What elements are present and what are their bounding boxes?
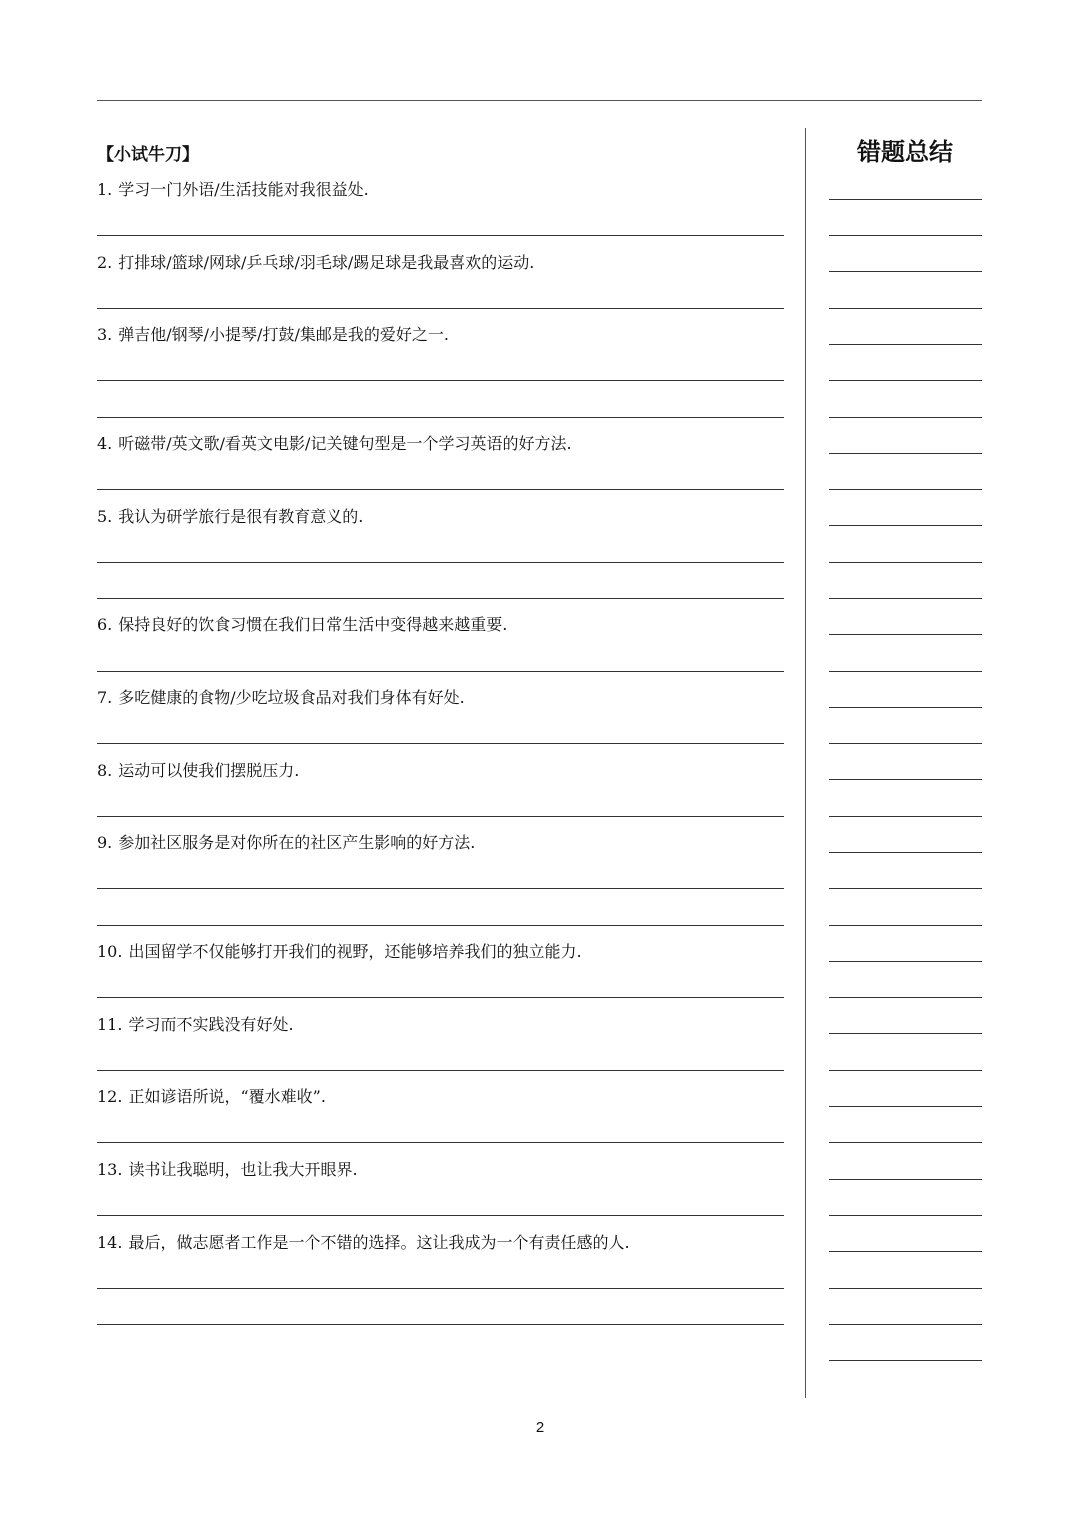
summary-line[interactable] [829, 598, 982, 599]
summary-line[interactable] [829, 1106, 982, 1107]
answer-line[interactable] [97, 489, 784, 490]
question-text: 弹吉他/钢琴/小提琴/打鼓/集邮是我的爱好之一. [118, 325, 449, 344]
question-5 [97, 506, 363, 528]
question-text: 运动可以使我们摆脱压力. [118, 761, 300, 780]
question-text: 我认为研学旅行是很有教育意义的. [118, 507, 364, 526]
summary-line[interactable] [829, 417, 982, 418]
summary-line[interactable] [829, 235, 982, 236]
summary-line[interactable] [829, 199, 982, 200]
question-text: 打排球/篮球/网球/乒乓球/羽毛球/踢足球是我最喜欢的运动. [118, 253, 535, 272]
answer-line[interactable] [97, 308, 784, 309]
question-number: 1. [97, 180, 113, 199]
question-6 [97, 614, 507, 636]
question-text: 最后，做志愿者工作是一个不错的选择。这让我成为一个有责任感的人. [128, 1233, 630, 1252]
summary-line[interactable] [829, 1215, 982, 1216]
answer-line[interactable] [97, 997, 784, 998]
column-divider [805, 128, 806, 1398]
summary-line[interactable] [829, 707, 982, 708]
summary-line[interactable] [829, 852, 982, 853]
answer-line[interactable] [97, 1070, 784, 1071]
question-number: 13. [97, 1160, 123, 1179]
summary-line[interactable] [829, 961, 982, 962]
question-9 [97, 832, 475, 854]
answer-line[interactable] [97, 562, 784, 563]
summary-line[interactable] [829, 743, 982, 744]
summary-line[interactable] [829, 308, 982, 309]
answer-line[interactable] [97, 1288, 784, 1289]
question-2 [97, 252, 534, 274]
question-text: 学习一门外语/生活技能对我很益处. [118, 180, 369, 199]
answer-line[interactable] [97, 235, 784, 236]
question-number: 5. [97, 507, 113, 526]
question-11 [97, 1014, 294, 1036]
summary-line[interactable] [829, 671, 982, 672]
question-text: 多吃健康的食物/少吃垃圾食品对我们身体有好处. [118, 688, 465, 707]
summary-line[interactable] [829, 525, 982, 526]
question-number: 6. [97, 615, 113, 634]
answer-line[interactable] [97, 888, 784, 889]
question-12 [97, 1086, 326, 1108]
question-number: 14. [97, 1233, 123, 1252]
answer-line[interactable] [97, 743, 784, 744]
question-number: 7. [97, 688, 113, 707]
answer-line[interactable] [97, 598, 784, 599]
header-rule [97, 100, 982, 101]
summary-line[interactable] [829, 453, 982, 454]
question-text: 听磁带/英文歌/看英文电影/记关键句型是一个学习英语的好方法. [118, 434, 572, 453]
question-number: 12. [97, 1087, 123, 1106]
summary-line[interactable] [829, 1033, 982, 1034]
question-14 [97, 1232, 630, 1254]
summary-line[interactable] [829, 1251, 982, 1252]
question-4 [97, 433, 572, 455]
summary-line[interactable] [829, 380, 982, 381]
summary-line[interactable] [829, 1324, 982, 1325]
answer-line[interactable] [97, 1142, 784, 1143]
answer-line[interactable] [97, 1324, 784, 1325]
question-number: 11. [97, 1015, 123, 1034]
question-text: 读书让我聪明，也让我大开眼界. [128, 1160, 358, 1179]
summary-line[interactable] [829, 344, 982, 345]
question-1 [97, 179, 369, 201]
summary-line[interactable] [829, 1360, 982, 1361]
summary-line[interactable] [829, 1142, 982, 1143]
question-10 [97, 941, 582, 963]
question-7 [97, 687, 465, 709]
summary-line[interactable] [829, 1179, 982, 1180]
question-3 [97, 324, 449, 346]
page-number: 2 [535, 1419, 545, 1436]
error-summary-title: 错题总结 [857, 138, 953, 166]
summary-line[interactable] [829, 925, 982, 926]
section-title: 【小试牛刀】 [97, 145, 199, 165]
question-text: 保持良好的饮食习惯在我们日常生活中变得越来越重要. [118, 615, 508, 634]
summary-line[interactable] [829, 1288, 982, 1289]
question-number: 4. [97, 434, 113, 453]
question-number: 10. [97, 942, 123, 961]
question-number: 8. [97, 761, 113, 780]
question-8 [97, 760, 299, 782]
answer-line[interactable] [97, 417, 784, 418]
summary-line[interactable] [829, 779, 982, 780]
summary-line[interactable] [829, 562, 982, 563]
question-13 [97, 1159, 358, 1181]
question-text: 参加社区服务是对你所在的社区产生影响的好方法. [118, 833, 476, 852]
question-number: 2. [97, 253, 113, 272]
summary-line[interactable] [829, 888, 982, 889]
answer-line[interactable] [97, 1215, 784, 1216]
summary-line[interactable] [829, 816, 982, 817]
answer-line[interactable] [97, 925, 784, 926]
question-text: 学习而不实践没有好处. [128, 1015, 294, 1034]
question-number: 3. [97, 325, 113, 344]
summary-line[interactable] [829, 634, 982, 635]
summary-line[interactable] [829, 997, 982, 998]
answer-line[interactable] [97, 816, 784, 817]
answer-line[interactable] [97, 380, 784, 381]
summary-line[interactable] [829, 271, 982, 272]
question-text: 正如谚语所说，“覆水难收”. [128, 1087, 326, 1106]
question-text: 出国留学不仅能够打开我们的视野，还能够培养我们的独立能力. [128, 942, 582, 961]
summary-line[interactable] [829, 489, 982, 490]
summary-line[interactable] [829, 1070, 982, 1071]
answer-line[interactable] [97, 671, 784, 672]
question-number: 9. [97, 833, 113, 852]
